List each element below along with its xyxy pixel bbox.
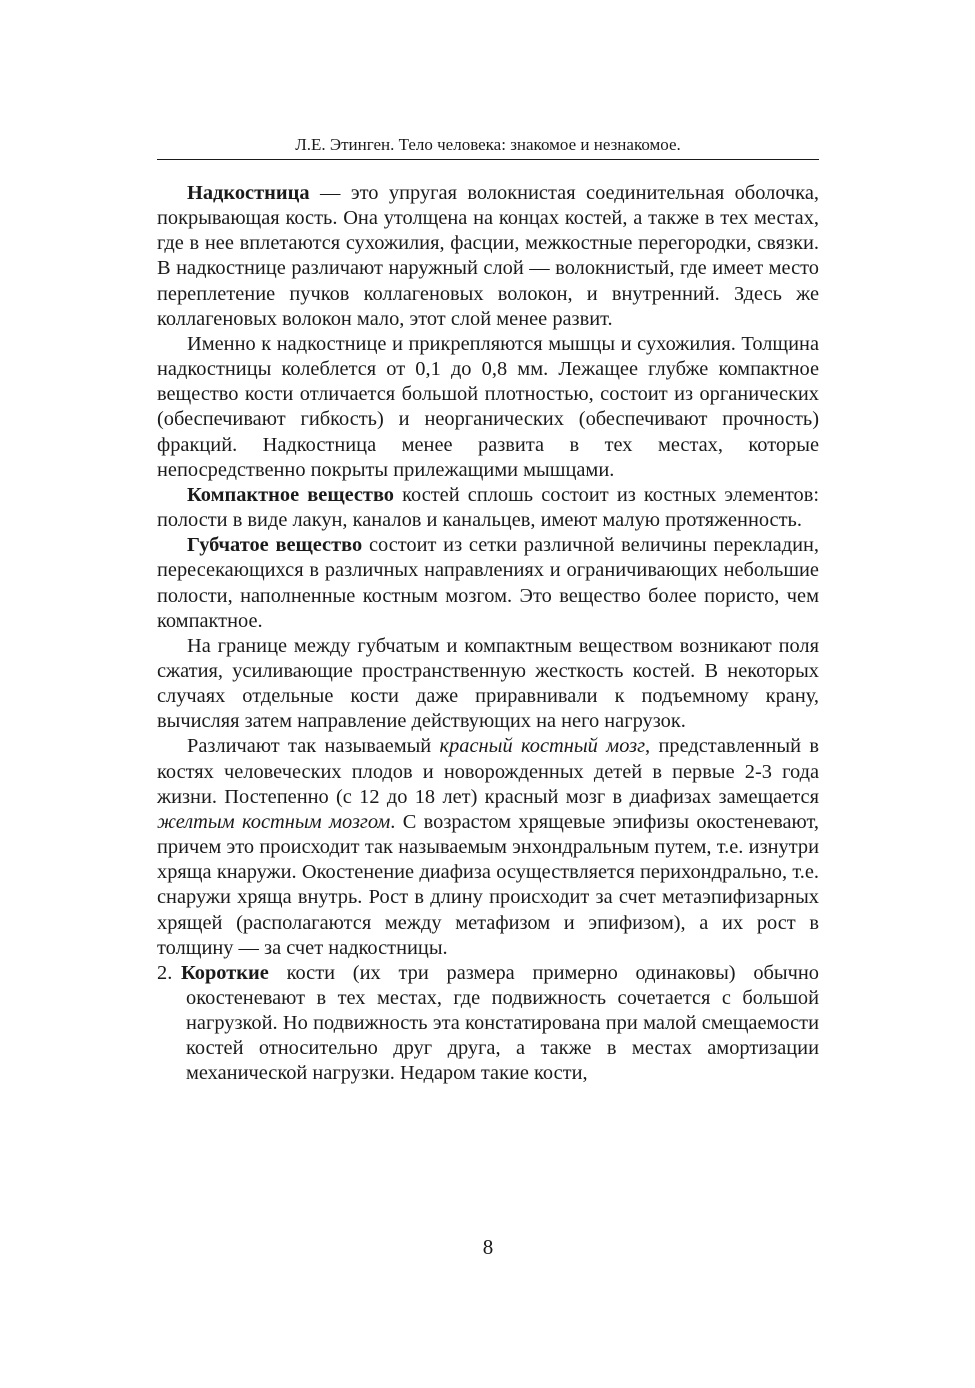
header-rule: [157, 159, 819, 160]
paragraph-text: Различают так называемый: [187, 735, 440, 758]
paragraph-spongy-substance: [157, 533, 819, 634]
list-item-text: кости (их три размера примерно одинаковы) обычно окостеневают в тех местах, где подвижность сочетается с большой нагрузкой. Но подвижность эта констатирована при малой смещаемости костей относительно друг друга, а также в местах амортизации механической нагрузки. Недаром такие кости,: [186, 961, 819, 1085]
list-item-short-bones: [157, 961, 819, 1087]
paragraph-text: . С возрастом хрящевые эпифизы окостеневают, причем это происходит так называемым энхондральным путем, т.е. изнутри хряща кнаружи. Окостенение диафиза осуществляется перихондрально, т.е. снаружи хряща внутрь. Рост в длину происходит за счет метаэпифизарных хрящей (располагаются между метафизом и эпифизом), а их рост в толщину — за счет надкостницы.: [157, 810, 819, 959]
paragraph-text: костей сплошь состоит из костных элементов: полости в виде лакун, каналов и канальцев, имеют малую протяженность.: [157, 483, 819, 532]
body-text: [157, 181, 819, 1087]
term-short-bones: Короткие: [181, 961, 269, 984]
paragraph-attachment: [157, 332, 819, 483]
paragraph-bone-marrow: [157, 734, 819, 960]
term-red-marrow: красный костный мозг: [439, 735, 646, 758]
paragraph-periosteum: [157, 181, 819, 332]
paragraph-text: состоит из сетки различной величины перекладин, пересекающихся в различных направлениях и ограничивающих небольшие полости, наполненные костным мозгом. Это вещество более пористо, чем компактное.: [157, 534, 820, 632]
paragraph-text: Именно к надкостнице и прикрепляются мышцы и сухожилия. Толщина надкостницы колеблется от 0,1 до 0,8 мм. Лежащее глубже компактное вещество кости отличается большой плотностью, состоит из органических (обеспечивают гибкость) и неорганических (обеспечивают прочность) фракций. Надкостница менее развита в тех местах, которые непосредственно покрыты прилежащими мышцами.: [157, 332, 819, 481]
term-yellow-marrow: желтым костным мозгом: [157, 810, 391, 833]
paragraph-text: , представленный в костях человеческих плодов и новорожденных детей в первые 2-3 года жизни. Постепенно (с 12 до 18 лет) красный мозг в диафизах замещается: [157, 735, 819, 808]
paragraph-text: На границе между губчатым и компактным веществом возникают поля сжатия, усиливающие пространственную жесткость костей. В некоторых случаях отдельные кости даже приравнивали к подъемному крану, вычисляя затем направление действующих на него нагрузок.: [157, 634, 819, 733]
paragraph-text: — это упругая волокнистая соединительная оболочка, покрывающая кость. Она утолщена на концах костей, а также в тех местах, где в нее вплетаются сухожилия, фасции, межкостные перегородки, связки. В надкостнице различают наружный слой — волокнистый, где имеет место переплетение пучков коллагеновых волокон, и внутренний. Здесь же коллагеновых волокон мало, этот слой менее развит.: [157, 182, 819, 330]
term-periosteum: Надкостница: [187, 182, 310, 204]
list-number: 2.: [157, 961, 173, 984]
book-page: [157, 0, 819, 1388]
term-spongy-substance: Губчатое вещество: [187, 534, 363, 557]
paragraph-compact-substance: [157, 483, 819, 533]
running-header: Л.Е. Этинген. Тело человека: знакомое и незнакомое.: [295, 135, 681, 154]
page-number: 8: [482, 1235, 494, 1259]
paragraph-compression-fields: [157, 634, 819, 735]
term-compact-substance: Компактное вещество: [187, 483, 395, 506]
